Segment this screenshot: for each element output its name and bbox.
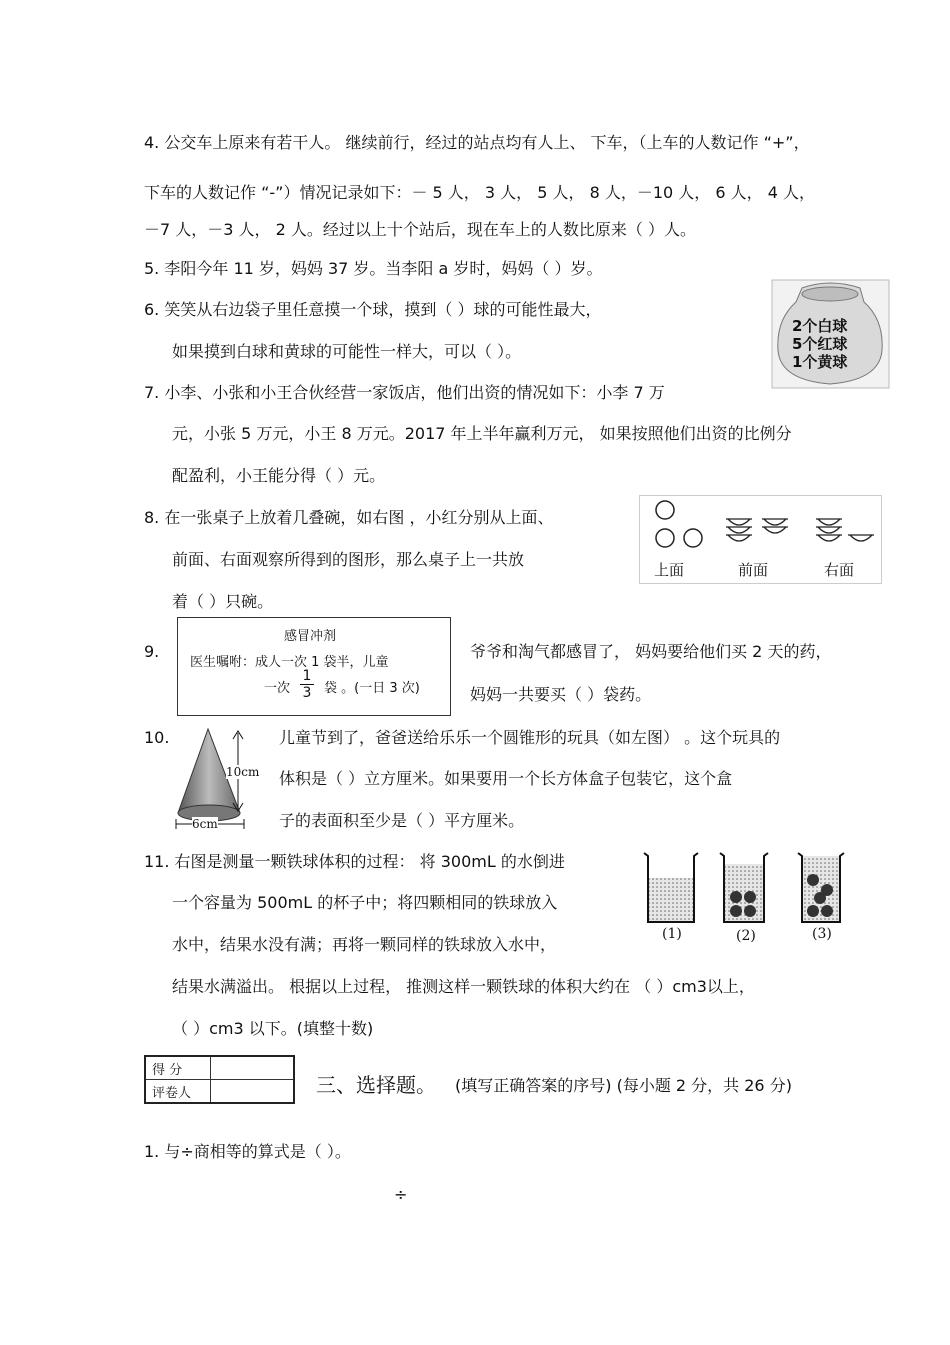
medicine-adult-dose: 医生嘱咐：成人一次 1 袋半，儿童 xyxy=(190,655,389,670)
mc1-divide-sign: ÷ xyxy=(394,1185,408,1204)
q11-line1: 11. 右图是测量一颗铁球体积的过程： 将 300mL 的水倒进 xyxy=(144,852,565,871)
score-cell[interactable] xyxy=(211,1056,295,1080)
section3-note: (填写正确答案的序号) (每小题 2 分，共 26 分) xyxy=(455,1076,792,1095)
q4-line1: 4. 公交车上原来有若干人。 继续前行，经过的站点均有人上、 下车，（上车的人数记作 “+”， xyxy=(144,133,810,152)
q11-line5: （ ）cm3 以下。(填整十数) xyxy=(172,1019,374,1038)
q11-line4: 结果水满溢出。 根据以上过程， 推测这样一颗铁球的体积大约在 （ ）cm3以上， xyxy=(172,977,755,996)
cone-height-label: 10cm xyxy=(226,765,260,779)
q9-line1: 爷爷和淘气都感冒了， 妈妈要给他们买 2 天的药， xyxy=(470,642,832,661)
fraction-numerator: 1 xyxy=(302,668,312,684)
bowl-views-figure xyxy=(639,495,882,584)
cone-icon xyxy=(170,725,270,835)
beaker-label-1: (1) xyxy=(662,926,682,942)
q9-line2: 妈妈一共要买（ ）袋药。 xyxy=(470,685,652,704)
q10-line3: 子的表面积至少是（ ）平方厘米。 xyxy=(279,811,525,830)
q7-line2: 元，小张 5 万元，小王 8 万元。2017 年上半年赢利万元， 如果按照他们出资的比例分 xyxy=(172,424,792,443)
mc1-line1: 1. 与÷商相等的算式是（ ）。 xyxy=(144,1142,351,1161)
beaker-label-3: (3) xyxy=(812,926,832,942)
view-label-top: 上面 xyxy=(654,561,685,579)
q11-line3: 水中，结果水没有满；再将一颗同样的铁球放入水中， xyxy=(172,935,557,954)
section3-title: 三、选择题。 xyxy=(316,1073,436,1097)
grader-label: 评卷人 xyxy=(145,1080,211,1104)
q10-line2: 体积是（ ）立方厘米。如果要用一个长方体盒子包装它，这个盒 xyxy=(279,769,733,788)
beakers-figure xyxy=(640,850,870,945)
q8-line3: 着（ ）只碗。 xyxy=(172,592,274,611)
q9-number: 9. xyxy=(144,642,160,661)
child-dose-fraction xyxy=(300,668,314,701)
q4-line2: 下车的人数记作 “-”）情况记录如下：－ 5 人， 3 人， 5 人， 8 人，－10 人， 6 人， 4 人， xyxy=(144,183,815,202)
q8-line2: 前面、右面观察所得到的图形，那么桌子上一共放 xyxy=(172,550,525,569)
score-label: 得 分 xyxy=(145,1056,211,1080)
beaker-label-2: (2) xyxy=(736,928,756,944)
q10-number: 10. xyxy=(144,728,170,747)
view-label-right: 右面 xyxy=(824,561,855,579)
q5-line1: 5. 李阳今年 11 岁，妈妈 37 岁。当李阳 a 岁时，妈妈（ ）岁。 xyxy=(144,259,603,278)
medicine-child-dose-a: 一次 xyxy=(264,681,291,696)
q7-line3: 配盈利，小王能分得（ ）元。 xyxy=(172,466,386,485)
fraction-denominator: 3 xyxy=(300,684,314,701)
medicine-child-dose-b: 袋 。(一日 3 次) xyxy=(324,681,420,696)
medicine-label-box xyxy=(177,617,451,716)
q11-line2: 一个容量为 500mL 的杯子中；将四颗相同的铁球放入 xyxy=(172,893,558,912)
view-label-front: 前面 xyxy=(738,561,769,579)
q6-line1: 6. 笑笑从右边袋子里任意摸一个球，摸到（ ）球的可能性最大， xyxy=(144,300,602,319)
score-table xyxy=(144,1055,295,1104)
q4-line3: －7 人，－3 人， 2 人。经过以上十个站后，现在车上的人数比原来（ ）人。 xyxy=(144,220,696,239)
q8-line1: 8. 在一张桌子上放着几叠碗，如右图 ，小红分别从上面、 xyxy=(144,508,554,527)
medicine-title: 感冒冲剂 xyxy=(284,629,337,644)
q7-line1: 7. 小李、小张和小王合伙经营一家饭店，他们出资的情况如下：小李 7 万 xyxy=(144,383,665,402)
q10-line1: 儿童节到了，爸爸送给乐乐一个圆锥形的玩具（如左图） 。这个玩具的 xyxy=(279,728,781,747)
bag-label-white: 2个白球 xyxy=(792,317,848,335)
q6-line2: 如果摸到白球和黄球的可能性一样大，可以（ ）。 xyxy=(172,342,522,361)
ball-bag-figure xyxy=(772,280,889,388)
cone-base-label: 6cm xyxy=(192,817,218,831)
bag-label-red: 5个红球 xyxy=(792,335,848,353)
bag-label-yellow: 1个黄球 xyxy=(792,353,848,371)
grader-cell[interactable] xyxy=(211,1080,295,1104)
cone-figure xyxy=(170,725,270,835)
